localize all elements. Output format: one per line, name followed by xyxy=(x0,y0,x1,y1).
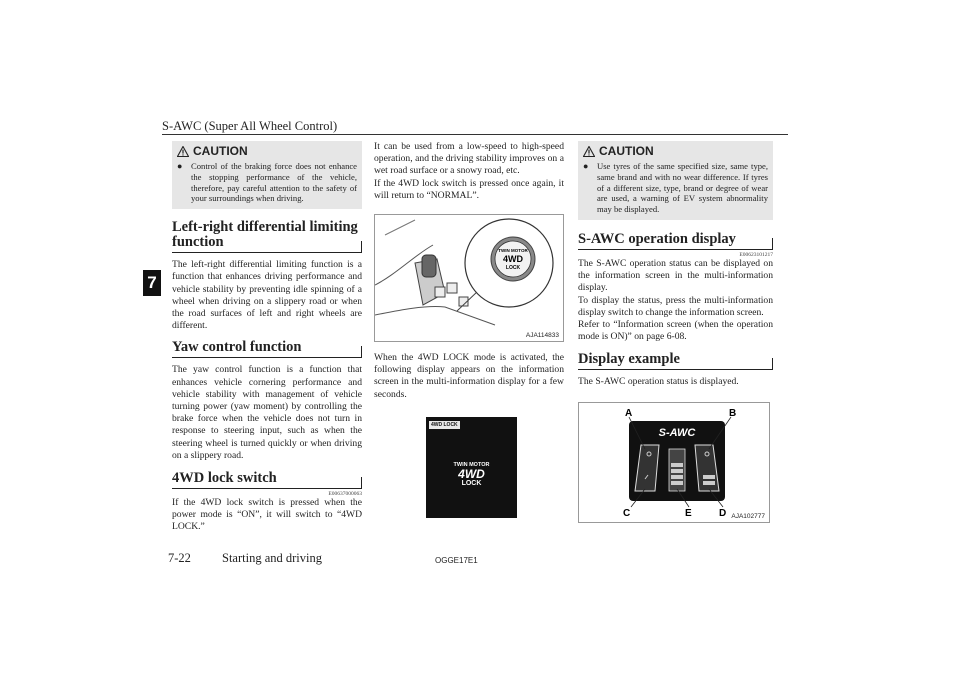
footer-chapter-title: Starting and driving xyxy=(222,551,322,565)
caution-label: CAUTION xyxy=(599,144,654,158)
section-title-display-example: Display example xyxy=(578,352,773,370)
section-code: E00623101217 xyxy=(739,251,773,258)
caution-box xyxy=(172,141,362,209)
chapter-tab: 7 xyxy=(143,270,161,296)
section-title-yaw: Yaw control function xyxy=(172,340,362,358)
section-title-differential: Left-right differential limiting function xyxy=(172,220,362,253)
display-line-3: LOCK xyxy=(461,479,482,487)
paragraph-how-to: To display the status, press the multi-information display switch to change the information screen. xyxy=(578,294,773,318)
paragraph-display-example: The S-AWC operation status is displayed. xyxy=(578,376,739,388)
bullet-icon: ● xyxy=(583,161,589,171)
section-title-4wd-lock: 4WD lock switch xyxy=(172,471,362,489)
column-middle xyxy=(374,141,564,518)
figure-s-awc-display xyxy=(578,402,770,523)
caution-item xyxy=(177,161,357,204)
warning-triangle-icon xyxy=(583,146,595,157)
paragraph-status: The S-AWC operation status can be displayed on the information screen in the multi-information display. xyxy=(578,257,773,294)
callout-b: B xyxy=(729,407,737,419)
bullet-icon: ● xyxy=(177,161,183,171)
figure-4wd-lock-switch xyxy=(374,214,564,342)
header-rule xyxy=(162,134,788,135)
figure-code: AJA102777 xyxy=(731,512,765,520)
section-code: E00637000063 xyxy=(328,491,362,498)
callout-e: E xyxy=(685,507,692,519)
caution-box-tyres xyxy=(578,141,773,220)
page-number: 7-22 xyxy=(168,551,191,565)
screen-title: S-AWC xyxy=(658,426,696,439)
column-right xyxy=(578,141,773,523)
paragraph-display-appears: When the 4WD LOCK mode is activated, the following display appears on the information screen in the multi-information display for a few seconds. xyxy=(374,352,564,400)
paragraph-reference: Refer to “Information screen (when the operation mode is ON)” on page 6-08. xyxy=(578,319,773,343)
display-line-2: 4WD xyxy=(458,466,485,481)
section-body-yaw: The yaw control function is a function that enhances vehicle cornering performance and vehicle stability with management of vehicle turning power (yaw moment) by controlling the brake force when the vehicle does not turn in response to steering input, such as when the steering wheel is turned quickly or when driving on a slippery road. xyxy=(172,364,362,461)
section-body-4wd-lock: If the 4WD lock switch is pressed when the power mode is “ON”, it will switch to “4WD LOCK.” xyxy=(172,497,362,533)
warning-triangle-icon xyxy=(177,146,189,157)
paragraph-return-normal: If the 4WD lock switch is pressed once again, it will return to “NORMAL”. xyxy=(374,177,564,201)
caution-text: Control of the braking force does not enhance the stopping performance of the vehicle, therefore, pay careful attention to the safety of your surroundings when driving. xyxy=(191,161,357,204)
figure-4wd-lock-display xyxy=(426,417,517,518)
caution-header xyxy=(177,144,357,158)
paragraph-usage: It can be used from a low-speed to high-speed operation, and the driving stability improves on a wet road surface or a snowy road, etc. xyxy=(374,141,564,177)
caution-label: CAUTION xyxy=(193,144,248,158)
footer-code: OGGE17E1 xyxy=(435,556,478,565)
console-illustration xyxy=(375,215,563,341)
display-tag: 4WD LOCK xyxy=(431,421,458,428)
switch-text-top: TWIN MOTOR xyxy=(498,248,528,254)
figure-code: AJA114833 xyxy=(525,332,559,340)
display-line-1: TWIN MOTOR xyxy=(453,461,490,468)
switch-text-mid: 4WD xyxy=(503,254,523,265)
caution-item xyxy=(583,161,768,215)
display-text xyxy=(426,462,517,487)
section-body-differential: The left-right differential limiting function is a function that enhances driving performance and vehicle stability by preventing idle spinning of a wheel when driving on a slippery road or when the road surfaces of left and right wheels are different. xyxy=(172,259,362,332)
caution-header xyxy=(583,144,768,158)
section-title-operation-display: S-AWC operation display xyxy=(578,232,773,250)
callout-d: D xyxy=(719,507,727,519)
callout-c: C xyxy=(623,507,631,519)
switch-text-bottom: LOCK xyxy=(505,265,521,272)
column-left xyxy=(172,141,362,534)
page-header-title: S-AWC (Super All Wheel Control) xyxy=(162,119,338,133)
s-awc-display-illustration xyxy=(579,403,769,522)
caution-text: Use tyres of the same specified size, same type, same brand and with no wear difference. If tyres of a different size, type, brand or degree of wear are used, a warning of EV system abnormality may be displayed. xyxy=(597,161,768,215)
callout-a: A xyxy=(625,407,633,419)
